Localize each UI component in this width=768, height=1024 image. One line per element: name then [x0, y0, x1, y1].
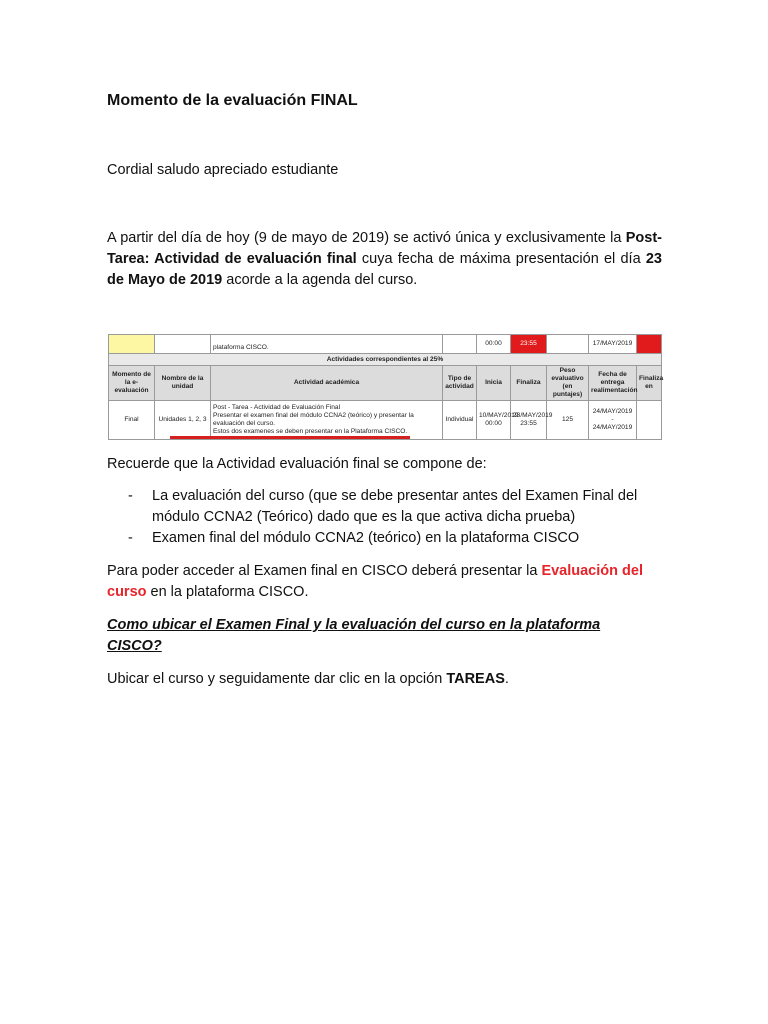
cell-weight: 125 [547, 401, 589, 440]
col-header: Actividad académica [211, 366, 443, 401]
schedule-table [108, 334, 662, 440]
howto-heading [107, 615, 637, 657]
col-header: Finaliza [511, 366, 547, 401]
locate-text-1: Ubicar el curso y seguidamente dar clic en la opción [107, 671, 447, 687]
intro-text-3: acorde a la agenda del curso. [222, 272, 418, 288]
access-text-2: en la plataforma CISCO. [146, 584, 309, 600]
cell-feedback: 24/MAY/2019 - 24/MAY/2019 [589, 401, 637, 440]
cell-end: 23/MAY/2019 23:55 [511, 401, 547, 440]
activity-line-2: Presentar el examen final del módulo CCNA2 (teórico) y presentar la evaluación del curso. [213, 412, 414, 427]
cell-unit: Unidades 1, 2, 3 [155, 401, 211, 440]
list-item-text: La evaluación del curso (que se debe presentar antes del Examen Final del módulo CCNA2 (Teórico) dado que es la que activa dicha prueba) [152, 488, 638, 525]
col-header: Inicia [477, 366, 511, 401]
page-title: Momento de la evaluación FINAL [107, 92, 358, 109]
intro-text-1: A partir del día de hoy (9 de mayo de 2019) se activó única y exclusivamente la [107, 230, 626, 246]
list-item-text: Examen final del módulo CCNA2 (teórico) en la plataforma CISCO [152, 530, 580, 546]
cell-previous-end: 23:55 [511, 335, 547, 354]
table-row-previous [109, 335, 662, 354]
col-header: Nombre de la unidad [155, 366, 211, 401]
cell-previous-start: 00:00 [477, 335, 511, 354]
access-paragraph [107, 561, 652, 603]
locate-text-2: . [504, 671, 509, 687]
cell-ends-in [637, 401, 662, 440]
cell-moment: Final [109, 401, 155, 440]
bullet-marker: - [128, 488, 133, 504]
cell-previous-activity: plataforma CISCO. [211, 335, 443, 354]
intro-paragraph [107, 228, 662, 291]
intro-activity-name: Post-Tarea: Actividad de evaluación final [107, 230, 662, 267]
activity-line-3: Estos dos examenes se deben presentar en la Plataforma CISCO. [213, 428, 408, 435]
locate-paragraph [107, 669, 662, 690]
section-title: Actividades correspondientes al 25% [109, 354, 662, 366]
access-text-1: Para poder acceder al Examen final en CISCO deberá presentar la [107, 563, 542, 579]
greeting-text: Cordial saludo apreciado estudiante [107, 162, 339, 178]
bullet-marker: - [128, 530, 133, 546]
intro-text-2: cuya fecha de máxima presentación el día [356, 251, 646, 267]
tareas-option: TAREAS [446, 671, 505, 687]
cell-type: Individual [443, 401, 477, 440]
table-row [109, 401, 662, 440]
col-header: Momento de la e-evaluación [109, 366, 155, 401]
howto-title: Como ubicar el Examen Final y la evaluación del curso en la plataforma CISCO? [107, 617, 601, 654]
intro-deadline: 23 de Mayo de 2019 [107, 251, 662, 288]
table-header-row [109, 366, 662, 401]
col-header: Finaliza en [637, 366, 662, 401]
list-item [107, 528, 667, 549]
col-header: Peso evaluativo (en puntajes) [547, 366, 589, 401]
course-evaluation-highlight: Evaluación del curso [107, 563, 643, 600]
col-header: Tipo de actividad [443, 366, 477, 401]
cell-activity [211, 401, 443, 440]
cell-start: 10/MAY/2019 00:00 [477, 401, 511, 440]
activity-line-1: Post - Tarea - Actividad de Evaluación Final [213, 404, 341, 411]
table-section-row [109, 354, 662, 366]
schedule-table-image [108, 334, 664, 440]
recall-text: Recuerde que la Actividad evaluación final se compone de: [107, 456, 487, 472]
cell-previous-weight [547, 335, 589, 354]
cell-previous-feedback: 17/MAY/2019 [589, 335, 637, 354]
list-item [107, 486, 667, 528]
col-header: Fecha de entrega realimentación [589, 366, 637, 401]
red-underline-mark [170, 436, 410, 439]
